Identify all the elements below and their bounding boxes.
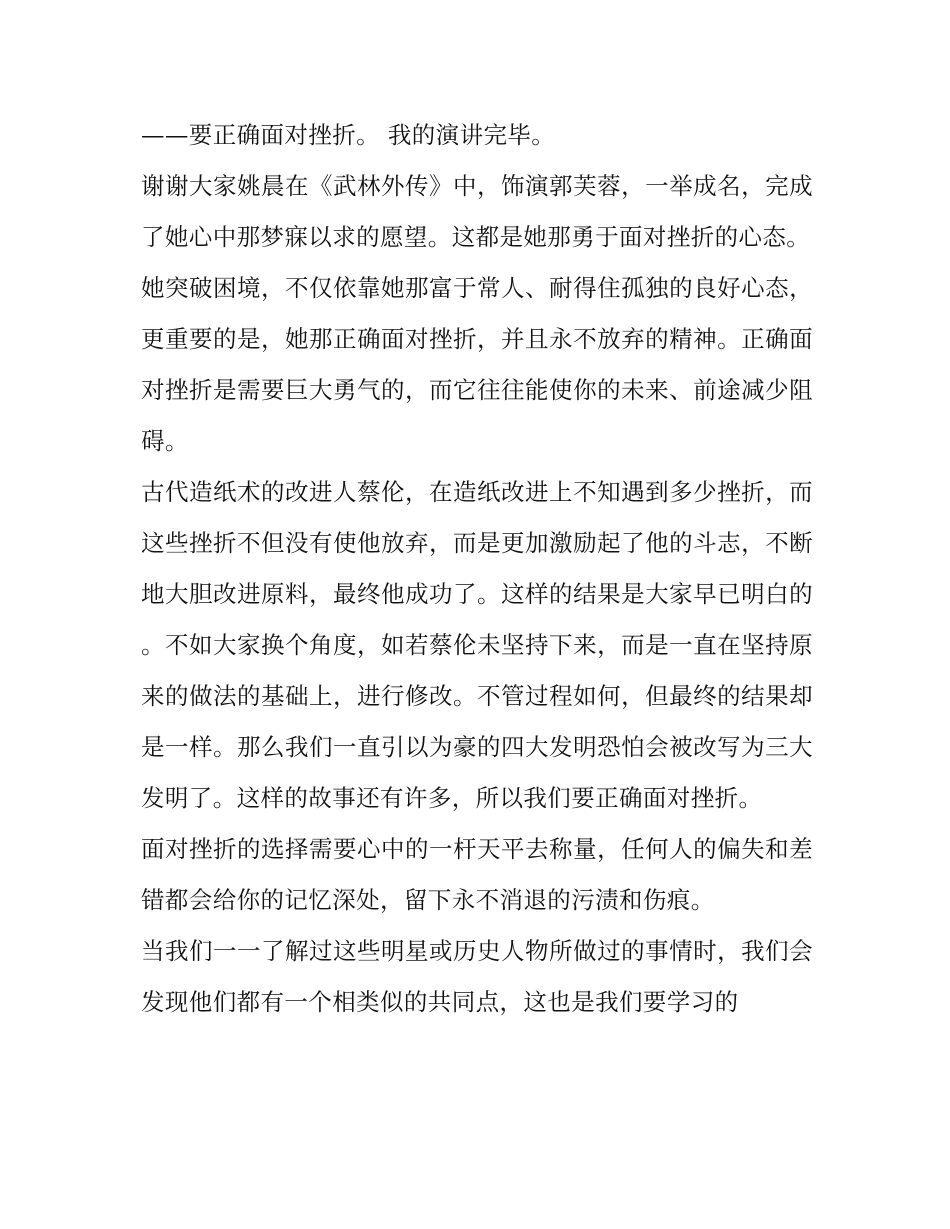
- paragraph-choice: 面对挫折的选择需要心中的一杆天平去称量，任何人的偏失和差错都会给你的记忆深处，留下永不消退的污渍和伤痕。: [141, 835, 813, 914]
- paragraph-cai-lun: 古代造纸术的改进人蔡伦，在造纸改进上不知遇到多少挫折，而这些挫折不但没有使他放弃，而是更加激励起了他的斗志，不断地大胆改进原料，最终他成功了。这样的结果是大家早已明白的。不如大家换个角度，如若蔡伦未坚持下来，而是一直在坚持原来的做法的基础上，进行修改。不管过程如何，但最终的结果却是一样。那么我们一直引以为豪的四大发明恐怕会被改写为三大发明了。这样的故事还有许多，所以我们要正确面对挫折。: [141, 478, 813, 812]
- paragraph-yao-chen: 谢谢大家姚晨在《武林外传》中，饰演郭芙蓉，一举成名，完成了她心中那梦寐以求的愿望。这都是她那勇于面对挫折的心态。: [141, 172, 813, 251]
- document-body: [141, 110, 813, 1028]
- paragraph-conclusion: 当我们一一了解过这些明星或历史人物所做过的事情时，我们会发现他们都有一个相类似的共同点，这也是我们要学习的: [141, 937, 813, 1016]
- paragraph-closing: ——要正确面对挫折。 我的演讲完毕。: [141, 121, 556, 149]
- paragraph-breakthrough: 她突破困境，不仅依靠她那富于常人、耐得住孤独的良好心态，更重要的是，她那正确面对挫折，并且永不放弃的精神。正确面对挫折是需要巨大勇气的，而它往往能使你的未来、前途减少阻碍。: [141, 274, 813, 455]
